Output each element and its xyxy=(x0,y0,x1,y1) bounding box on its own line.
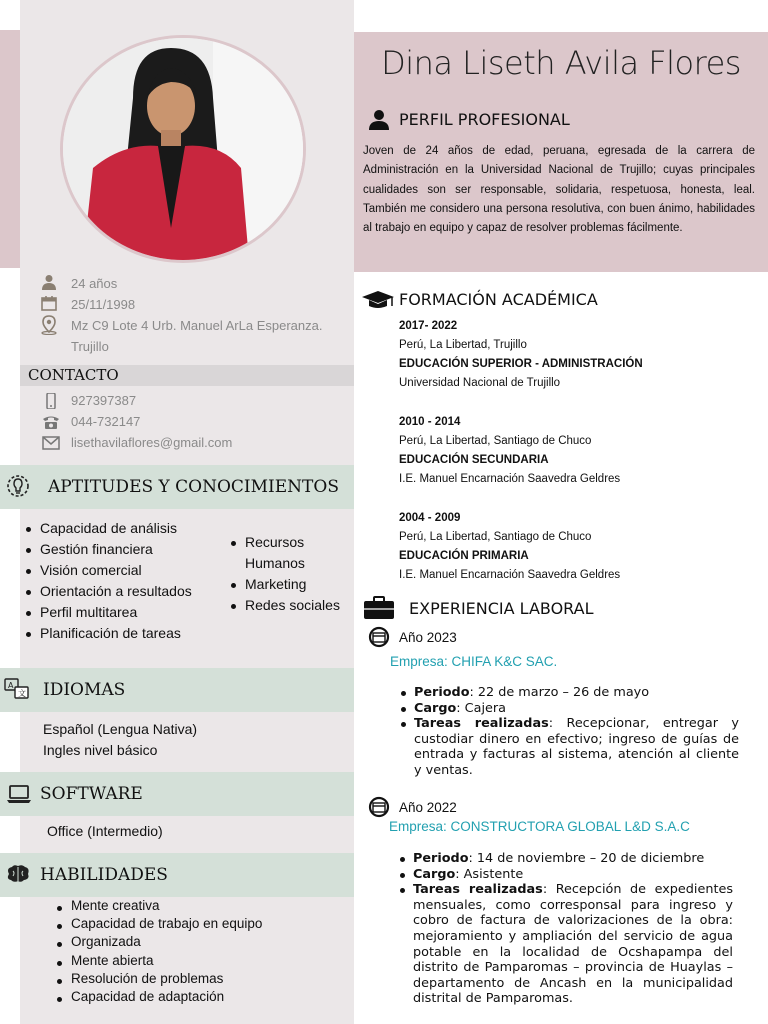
education-level: EDUCACIÓN SUPERIOR - ADMINISTRACIÓN xyxy=(399,358,643,370)
tasks-value: : Recepción de expedientes mensuales, como corresponsal para ingreso y cobro de factura de valorizaciones de la obra: mejoramiento y ampliación del servicio de agua potable en la localidad de Ocshapampa del distrito de Pamparomas – provincia de Huaylas – departamento de Ancash en la municipalidad distrital de Pamparomas. xyxy=(413,882,734,1007)
abilities-title: HABILIDADES xyxy=(40,865,168,885)
list-item-line: Recursos xyxy=(245,534,305,550)
person-icon xyxy=(40,274,58,290)
list-item: Gestión financiera xyxy=(24,539,192,560)
contact-title: CONTACTO xyxy=(28,366,119,384)
list-item: Capacidad de trabajo en equipo xyxy=(55,915,262,933)
list-item: Redes sociales xyxy=(229,595,340,616)
list-item: Perfil multitarea xyxy=(24,602,192,623)
company-name: Empresa: CONSTRUCTORA GLOBAL L&D S.A.C xyxy=(389,819,690,834)
list-item: Mente abierta xyxy=(55,952,262,970)
graduation-cap-icon xyxy=(361,289,395,311)
address-line2: Trujillo xyxy=(71,339,109,354)
telephone-icon xyxy=(42,414,60,430)
list-item: Capacidad de adaptación xyxy=(55,988,262,1006)
education-level: EDUCACIÓN SECUNDARIA xyxy=(399,454,549,466)
role-value: : Cajera xyxy=(456,700,506,716)
profile-title: PERFIL PROFESIONAL xyxy=(399,110,570,129)
education-institution: Universidad Nacional de Trujillo xyxy=(399,377,561,389)
contact-header xyxy=(20,365,354,386)
user-icon xyxy=(367,109,393,131)
role-label: Cargo xyxy=(413,866,456,882)
list-item: Organizada xyxy=(55,933,262,951)
language-item: Ingles nivel básico xyxy=(43,742,158,758)
experience-details xyxy=(413,851,733,1007)
clock-calendar-icon xyxy=(368,626,390,648)
abilities-header xyxy=(0,853,354,897)
age-text: 24 años xyxy=(71,276,118,291)
list-item: Mente creativa xyxy=(55,897,262,915)
languages-title: IDIOMAS xyxy=(43,680,126,700)
birthdate-text: 25/11/1998 xyxy=(71,297,136,312)
mobile-phone-icon xyxy=(42,393,60,409)
list-item xyxy=(414,716,739,778)
education-years: 2010 - 2014 xyxy=(399,416,461,428)
role-label: Cargo xyxy=(414,700,457,716)
full-name: Dina Liseth Avila Flores xyxy=(381,44,741,82)
skills-header xyxy=(0,465,354,509)
tasks-label: Tareas realizadas xyxy=(413,882,543,898)
address-line1: Mz C9 Lote 4 Urb. Manuel ArLa Esperanza. xyxy=(71,318,323,333)
left-accent-bar xyxy=(0,30,20,268)
language-item: Español (Lengua Nativa) xyxy=(43,721,198,737)
education-title: FORMACIÓN ACADÉMICA xyxy=(399,290,598,309)
svg-text:文: 文 xyxy=(18,689,26,698)
period-value: : 14 de noviembre – 20 de diciembre xyxy=(468,851,705,866)
experience-year xyxy=(399,798,457,818)
laptop-icon xyxy=(6,784,32,808)
education-years: 2004 - 2009 xyxy=(399,512,461,524)
period-label: Periodo xyxy=(413,851,469,866)
experience-details xyxy=(414,685,739,779)
mobile-text: 927397387 xyxy=(71,393,137,408)
list-item xyxy=(414,685,739,701)
brain-icon xyxy=(5,864,31,888)
email-text: lisethavilaflores@gmail.com xyxy=(71,435,233,450)
education-place: Perú, La Libertad, Santiago de Chuco xyxy=(399,435,592,447)
calendar-icon xyxy=(40,295,58,311)
education-entry xyxy=(399,413,620,489)
skills-list-right xyxy=(229,532,340,616)
profile-photo xyxy=(60,35,306,263)
list-item: Resolución de problemas xyxy=(55,970,262,988)
education-institution: I.E. Manuel Encarnación Saavedra Geldres xyxy=(399,473,621,485)
map-pin-icon xyxy=(40,315,58,335)
software-title: SOFTWARE xyxy=(40,784,143,804)
education-header xyxy=(399,289,598,311)
tasks-label: Tareas realizadas xyxy=(414,716,549,732)
phone-text: 044-732147 xyxy=(71,414,141,429)
skills-list-left xyxy=(24,518,192,644)
period-value: : 22 de marzo – 26 de mayo xyxy=(469,685,650,700)
list-item: Capacidad de análisis xyxy=(24,518,192,539)
experience-year xyxy=(399,628,457,648)
list-item xyxy=(414,701,739,717)
translate-icon xyxy=(4,677,30,701)
education-entry xyxy=(399,509,620,585)
list-item xyxy=(413,882,733,1007)
list-item xyxy=(413,867,733,883)
list-item: Planificación de tareas xyxy=(24,623,192,644)
education-level: EDUCACIÓN PRIMARIA xyxy=(399,550,529,562)
list-item-line: Humanos xyxy=(245,555,305,571)
list-item xyxy=(413,851,733,867)
list-item: Marketing xyxy=(229,574,340,595)
svg-text:A: A xyxy=(8,681,14,690)
list-item: Orientación a resultados xyxy=(24,581,192,602)
mail-icon xyxy=(42,435,60,451)
skills-title: APTITUDES Y CONOCIMIENTOS xyxy=(48,477,339,497)
profile-summary: Joven de 24 años de edad, peruana, egresada de la carrera de Administración en la Universidad Nacional de Trujillo; cuyas principales cualidades son ser responsable, solidaria, respetuosa, honesta, leal. También me considero una persona resolutiva, con buen ánimo, habilidades al trabajo en equipo y capaz de resolver problemas fácilmente. xyxy=(363,145,755,235)
languages-header xyxy=(0,668,354,712)
tasks-value: : Recepcionar, entregar y custodiar dinero en efectivo; ingreso de guías de entrada y facturas al sistema, atención al cliente y ventas. xyxy=(414,716,740,778)
period-label: Periodo xyxy=(414,685,470,700)
experience-header xyxy=(409,598,594,620)
lightbulb-gear-icon xyxy=(4,473,32,501)
clock-calendar-icon xyxy=(368,796,390,818)
experience-year-text: Año 2022 xyxy=(399,800,457,815)
company-name: Empresa: CHIFA K&C SAC. xyxy=(390,654,558,669)
education-place: Perú, La Libertad, Santiago de Chuco xyxy=(399,531,592,543)
profile-header xyxy=(399,109,570,131)
education-institution: I.E. Manuel Encarnación Saavedra Geldres xyxy=(399,569,621,581)
abilities-list xyxy=(55,897,262,1006)
briefcase-icon xyxy=(363,596,395,620)
education-place: Perú, La Libertad, Trujillo xyxy=(399,339,527,351)
software-item: Office (Intermedio) xyxy=(47,823,163,839)
experience-year-text: Año 2023 xyxy=(399,630,457,645)
education-years: 2017- 2022 xyxy=(399,320,458,332)
education-entry xyxy=(399,317,643,393)
software-header xyxy=(0,772,354,816)
list-item: Visión comercial xyxy=(24,560,192,581)
experience-title: EXPERIENCIA LABORAL xyxy=(409,599,594,618)
role-value: : Asistente xyxy=(455,866,524,882)
list-item xyxy=(229,532,340,574)
